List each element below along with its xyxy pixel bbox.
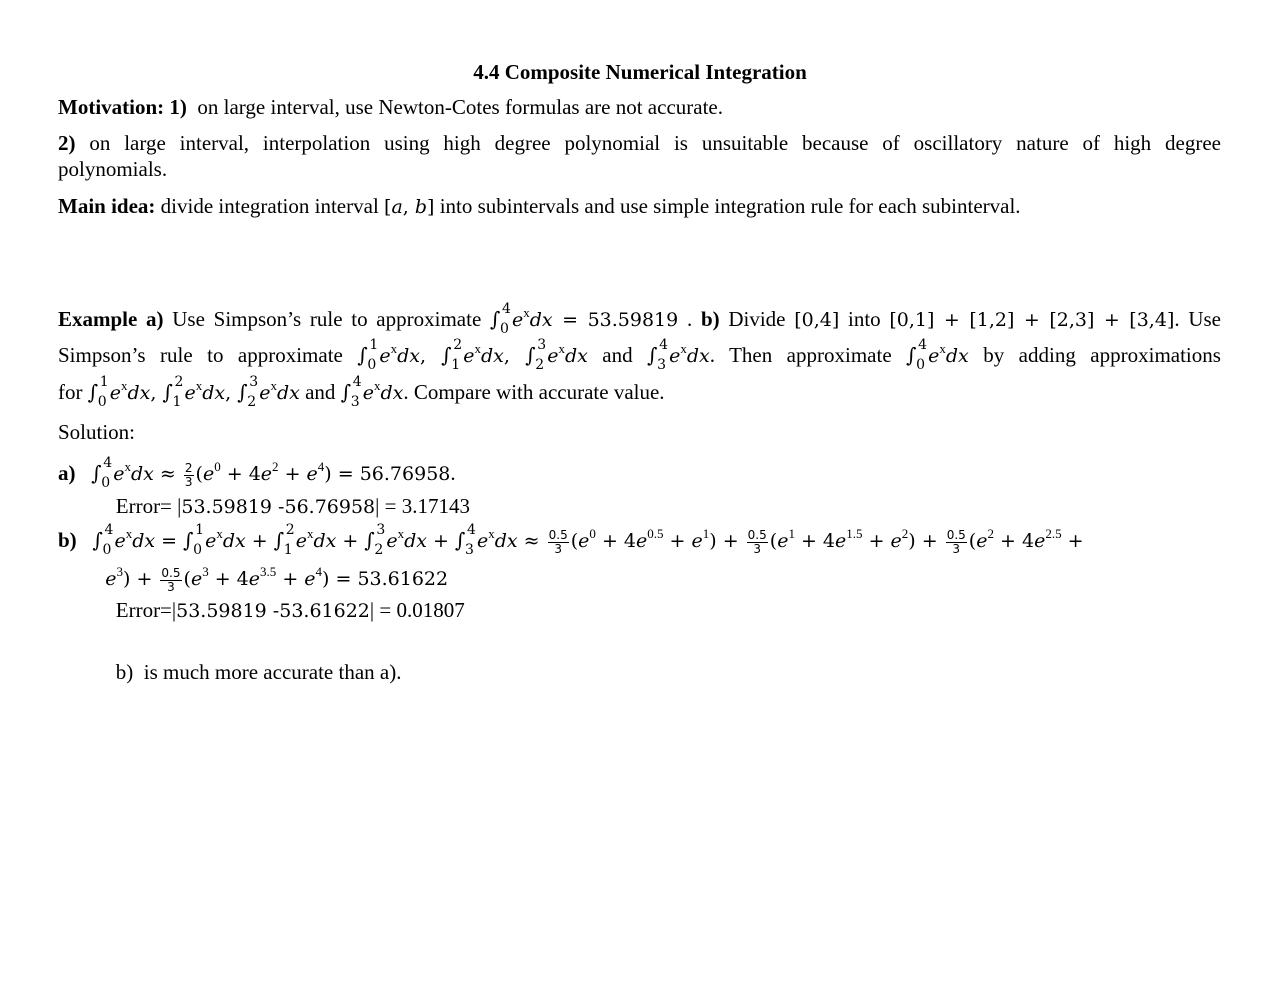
math-var: dx — [686, 345, 710, 367]
text: for — [58, 380, 88, 404]
lower-limit: 0 — [367, 357, 377, 373]
upper-limit: 2 — [453, 337, 463, 353]
lower-limit: 0 — [101, 475, 111, 491]
upper-limit: 3 — [249, 374, 259, 390]
integral: ∫ 4 3 — [341, 379, 361, 405]
math-var: dx — [313, 530, 337, 552]
superscript: x — [124, 459, 131, 474]
text — [77, 528, 93, 552]
integral: ∫ 3 2 — [237, 379, 257, 405]
superscript: 0.5 — [647, 526, 664, 541]
text: . Compare with accurate value. — [403, 380, 665, 404]
math-text: , — [419, 345, 442, 367]
math-text: ] — [427, 196, 435, 218]
superscript: x — [270, 378, 277, 393]
upper-limit: 4 — [352, 374, 362, 390]
upper-limit: 3 — [537, 337, 547, 353]
math-text: + — [862, 530, 891, 552]
math-text: = 53.59819 — [552, 309, 679, 331]
lower-limit: 1 — [172, 394, 182, 410]
math-var: e — [890, 530, 902, 552]
upper-limit: 2 — [285, 522, 295, 538]
superscript: 3.5 — [260, 564, 277, 579]
upper-limit: 2 — [174, 374, 184, 390]
superscript: 3 — [202, 564, 209, 579]
superscript: x — [939, 341, 946, 356]
numerator: 2 — [184, 460, 193, 475]
motivation-2 — [58, 130, 1221, 156]
math-text: [0,1] + [1,2] + [2,3] + [3,4] — [889, 309, 1175, 331]
math-var: dx — [127, 382, 151, 404]
upper-limit: 1 — [99, 374, 109, 390]
integral: ∫ 2 1 — [441, 342, 461, 368]
numerator: 0.5 — [548, 527, 568, 542]
text: | = 0.01807 — [369, 598, 465, 622]
math-var: e — [669, 345, 681, 367]
math-text: ) = 56.76958 — [324, 463, 451, 485]
math-text: + — [245, 530, 274, 552]
lower-limit: 0 — [102, 542, 112, 558]
integral: ∫ 1 0 — [183, 527, 203, 553]
math-var: e — [202, 463, 215, 485]
superscript: x — [397, 526, 405, 541]
upper-limit: 1 — [369, 337, 379, 353]
math-text: ) + — [908, 530, 944, 552]
math-var: e — [976, 530, 988, 552]
text: into — [839, 307, 890, 331]
math-var: e — [114, 530, 126, 552]
superscript: x — [680, 341, 687, 356]
math-text: ( — [195, 463, 203, 485]
math-var: dx — [481, 345, 504, 367]
text: Divide — [719, 307, 795, 331]
text: Error= | — [58, 494, 182, 518]
math-var: e — [547, 345, 559, 367]
integral: ∫ 3 2 — [364, 527, 384, 553]
integral: ∫ 4 0 — [490, 306, 510, 332]
numerator: 0.5 — [161, 565, 181, 580]
integral: ∫ 4 0 — [92, 527, 112, 553]
integral: ∫ 4 0 — [906, 342, 926, 368]
math-text: + — [427, 530, 455, 552]
math-text: + — [336, 530, 365, 552]
integral: ∫ 3 2 — [525, 342, 545, 368]
math-var: e — [306, 463, 318, 485]
denominator: 3 — [184, 474, 193, 489]
math-var: e — [777, 530, 789, 552]
text: by adding approximations — [968, 343, 1221, 367]
superscript: 4 — [317, 459, 325, 474]
bold-label: b) — [58, 528, 77, 552]
superscript: 2 — [272, 459, 279, 474]
math-text: ≈ — [517, 530, 546, 552]
math-var: dx — [132, 530, 156, 552]
superscript: x — [373, 378, 381, 393]
lower-limit: 3 — [657, 357, 667, 373]
integral: ∫ 2 1 — [274, 527, 294, 553]
math-var: dx — [529, 309, 553, 331]
integral: ∫ 4 3 — [455, 527, 475, 553]
solution-b — [58, 522, 1221, 558]
math-var: e — [463, 345, 475, 367]
solution-a — [58, 455, 1221, 491]
bold-label: Example a) — [58, 307, 164, 331]
superscript: x — [121, 378, 128, 393]
math-var: e — [835, 530, 847, 552]
superscript: x — [306, 526, 314, 541]
denominator: 3 — [952, 541, 961, 556]
integral: ∫ 4 0 — [91, 460, 111, 486]
section-title: 4.4 Composite Numerical Integration — [473, 60, 807, 84]
lower-limit: 0 — [500, 321, 509, 337]
math-var: e — [184, 382, 196, 404]
text: on large interval, interpolation using high degree polynomial is unsuitable because of oscillatory nature of high degree — [75, 131, 1221, 155]
upper-limit: 1 — [195, 522, 204, 538]
math-var: dx — [945, 345, 969, 367]
example-1 — [58, 301, 1221, 337]
upper-limit: 4 — [104, 522, 114, 538]
math-text: + 4 — [794, 530, 836, 552]
fraction — [946, 529, 967, 556]
superscript: 0 — [214, 459, 221, 474]
math-var: dx — [222, 530, 246, 552]
math-text: + — [663, 530, 692, 552]
example-2 — [58, 337, 1221, 373]
superscript: 2 — [987, 526, 994, 541]
motivation-1 — [58, 94, 1221, 120]
math-text: ) + — [123, 568, 159, 590]
math-var: e — [260, 463, 273, 485]
text: on large interval, use Newton-Cotes formulas are not accurate. — [192, 95, 723, 119]
math-text: [0,4] — [794, 309, 840, 331]
lower-limit: 3 — [350, 394, 360, 410]
math-text: + 4 — [220, 463, 261, 485]
math-var: dx — [131, 463, 154, 485]
numerator: 0.5 — [747, 527, 767, 542]
text: Error=| — [58, 598, 177, 622]
superscript: 3 — [116, 564, 123, 579]
math-text: , — [225, 382, 238, 404]
fraction — [747, 529, 768, 556]
motivation-2-cont — [58, 156, 1221, 182]
conclusion — [58, 659, 1221, 685]
lower-limit: 2 — [374, 542, 384, 558]
superscript: 1 — [788, 526, 795, 541]
math-var: e — [205, 530, 217, 552]
math-text: + 4 — [208, 568, 249, 590]
bold-label: Motivation: 1) — [58, 95, 193, 119]
fraction — [548, 529, 569, 556]
math-text: ) = 53.61622 — [322, 568, 449, 590]
math-text: 53.59819 -56.76958 — [181, 496, 376, 518]
denominator: 3 — [554, 541, 562, 556]
lower-limit: 1 — [283, 542, 293, 558]
text: into subintervals and use simple integration rule for each subinterval. — [434, 194, 1021, 218]
text: b) is much more accurate than a). — [58, 660, 402, 684]
math-var: e — [477, 530, 489, 552]
math-var: b — [414, 196, 428, 218]
math-var: e — [105, 568, 117, 590]
fraction — [160, 567, 181, 594]
numerator: 0.5 — [946, 527, 966, 542]
superscript: x — [125, 526, 133, 541]
lower-limit: 1 — [451, 357, 461, 373]
text: . — [450, 461, 456, 485]
text: Simpson’s rule to approximate — [58, 343, 358, 367]
example-3 — [58, 374, 1221, 410]
math-text: , — [150, 382, 163, 404]
text: . Then approximate — [709, 343, 907, 367]
math-text: , — [503, 345, 526, 367]
math-text: 53.59819 -53.61622 — [176, 600, 370, 622]
superscript: x — [216, 526, 223, 541]
superscript: x — [195, 378, 203, 393]
text: . Use — [1174, 307, 1221, 331]
integral: ∫ 4 3 — [647, 342, 667, 368]
text: divide integration interval — [155, 194, 385, 218]
upper-limit: 3 — [376, 522, 386, 538]
denominator: 3 — [167, 579, 175, 594]
math-var: dx — [380, 382, 404, 404]
math-var: e — [512, 309, 524, 331]
upper-limit: 4 — [467, 522, 476, 538]
math-var: e — [386, 530, 398, 552]
math-var: dx — [202, 382, 226, 404]
math-text: + — [1061, 530, 1084, 552]
math-var: dx — [564, 345, 588, 367]
math-var: e — [928, 345, 940, 367]
fraction — [184, 462, 194, 489]
error-a — [58, 493, 1221, 520]
text: polynomials. — [58, 157, 168, 181]
lower-limit: 3 — [465, 542, 474, 558]
text — [76, 461, 92, 485]
superscript: x — [523, 305, 530, 320]
bold-label: 2) — [58, 131, 76, 155]
math-text: + — [278, 463, 307, 485]
text: and — [299, 380, 341, 404]
bold-label: Main idea: — [58, 194, 156, 218]
text — [58, 566, 105, 590]
math-text: = — [155, 530, 184, 552]
text: | = 3.17143 — [375, 494, 470, 518]
superscript: 1.5 — [846, 526, 863, 541]
math-text: + — [276, 568, 305, 590]
math-var: e — [259, 382, 271, 404]
math-text: + 4 — [595, 530, 636, 552]
math-var: e — [1034, 530, 1046, 552]
superscript: 2.5 — [1045, 526, 1062, 541]
math-var: e — [295, 530, 307, 552]
math-var: dx — [397, 345, 420, 367]
math-var: e — [113, 463, 125, 485]
lower-limit: 2 — [247, 394, 257, 410]
math-text: ( — [183, 568, 191, 590]
denominator: 3 — [753, 541, 762, 556]
integral: ∫ 1 0 — [357, 342, 377, 368]
upper-limit: 4 — [918, 337, 928, 353]
superscript: 0 — [589, 526, 596, 541]
superscript: x — [558, 341, 565, 356]
lower-limit: 0 — [193, 542, 202, 558]
superscript: x — [390, 341, 398, 356]
math-text: ≈ — [153, 463, 182, 485]
math-var: dx — [276, 382, 300, 404]
math-var: e — [109, 382, 121, 404]
math-var: e — [691, 530, 703, 552]
superscript: 4 — [315, 564, 323, 579]
main-idea — [58, 193, 1221, 220]
math-var: e — [304, 568, 316, 590]
upper-limit: 4 — [502, 301, 511, 317]
math-var: e — [190, 568, 203, 590]
math-var: dx — [494, 530, 518, 552]
math-text: ) + — [709, 530, 745, 552]
bold-label: b) — [700, 307, 720, 331]
integral: ∫ 2 1 — [162, 379, 182, 405]
superscript: x — [488, 526, 495, 541]
bold-label: a) — [58, 461, 76, 485]
math-var: e — [578, 530, 590, 552]
math-var: e — [379, 345, 391, 367]
text: Use Simpson’s rule to approximate — [163, 307, 490, 331]
text: and — [587, 343, 648, 367]
math-text: ( — [570, 530, 579, 552]
math-text: + 4 — [993, 530, 1035, 552]
lower-limit: 0 — [916, 357, 926, 373]
integral: ∫ 1 0 — [88, 379, 108, 405]
superscript: 2 — [901, 526, 909, 541]
math-var: a — [391, 196, 403, 218]
text: . — [678, 307, 701, 331]
math-text: , — [402, 196, 415, 218]
math-var: e — [248, 568, 261, 590]
math-var: e — [362, 382, 374, 404]
math-text: [ — [384, 196, 392, 218]
solution — [58, 419, 1221, 445]
error-b — [58, 597, 1221, 624]
upper-limit: 4 — [103, 455, 113, 471]
math-text: ( — [769, 530, 778, 552]
math-var: e — [636, 530, 648, 552]
text: Solution: — [58, 420, 136, 444]
solution-b-cont — [58, 565, 1221, 594]
upper-limit: 4 — [659, 337, 669, 353]
superscript: 1 — [702, 526, 710, 541]
math-var: dx — [404, 530, 427, 552]
superscript: x — [474, 341, 482, 356]
math-text: ( — [968, 530, 977, 552]
lower-limit: 0 — [97, 394, 107, 410]
lower-limit: 2 — [535, 357, 545, 373]
